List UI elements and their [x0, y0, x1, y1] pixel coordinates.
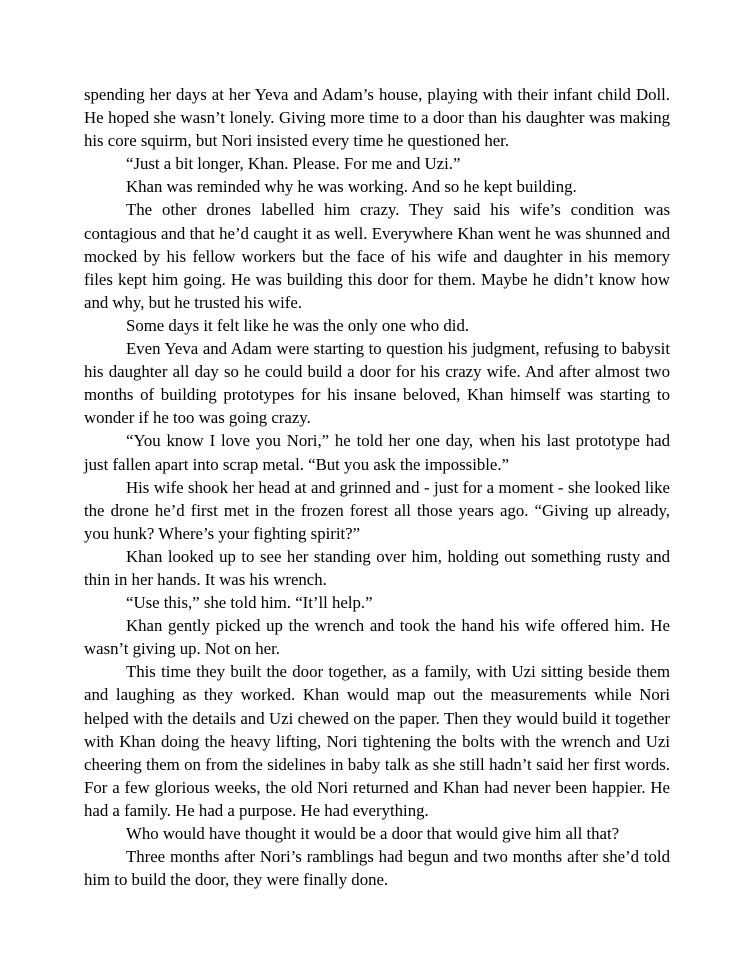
paragraph: “Just a bit longer, Khan. Please. For me and Uzi.”: [126, 154, 461, 174]
paragraph: spending her days at her Yeva and Adam’s house, playing with their infant child Doll. He hoped she wasn’t lonely. Giving more time to a door than his daughter was making his core squirm, but Nori insisted every time he questioned her.: [84, 85, 670, 151]
paragraph: His wife shook her head at and grinned and - just for a moment - she looked like the drone he’d first met in the frozen forest all those years ago. “Giving up already, you hunk? Where’s your fighting spirit?”: [84, 477, 670, 543]
paragraph: Khan looked up to see her standing over him, holding out something rusty and thin in her hands. It was his wrench.: [84, 546, 670, 589]
paragraph: This time they built the door together, as a family, with Uzi sitting beside them and laughing as they worked. Khan would map out the measurements while Nori helped with the details and Uzi chewed on the paper. Then they would build it together with Khan doing the heavy lifting, Nori tightening the bolts with the wrench and Uzi cheering them on from the sidelines in baby talk as she still hadn’t said her first words. For a few glorious weeks, the old Nori returned and Khan had never been happier. He had a family. He had a purpose. He had everything.: [84, 662, 670, 820]
paragraph: Khan was reminded why he was working. And so he kept building.: [126, 177, 577, 197]
paragraph: “Use this,” she told him. “It’ll help.”: [126, 593, 373, 613]
paragraph: Some days it felt like he was the only one who did.: [126, 315, 470, 335]
paragraph: Who would have thought it would be a door that would give him all that?: [126, 824, 620, 843]
paragraph: Even Yeva and Adam were starting to question his judgment, refusing to babysit his daughter all day so he could build a door for his crazy wife. And after almost two months of building prototypes for his insane beloved, Khan himself was starting to wonder if he too was going crazy.: [84, 339, 670, 428]
paragraph: “You know I love you Nori,” he told her one day, when his last prototype had just fallen apart into scrap metal. “But you ask the impossible.”: [84, 431, 670, 474]
paragraph: Khan gently picked up the wrench and took the hand his wife offered him. He wasn’t giving up. Not on her.: [84, 616, 670, 659]
paragraph: The other drones labelled him crazy. They said his wife’s condition was contagious and that he’d caught it as well. Everywhere Khan went he was shunned and mocked by his fellow workers but the face of his wife and daughter in his memory files kept him going. He was building this door for them. Maybe he didn’t know how and why, but he trusted his wife.: [84, 200, 670, 312]
paragraph: Three months after Nori’s ramblings had begun and two months after she’d told him to build the door, they were finally done.: [84, 847, 670, 890]
